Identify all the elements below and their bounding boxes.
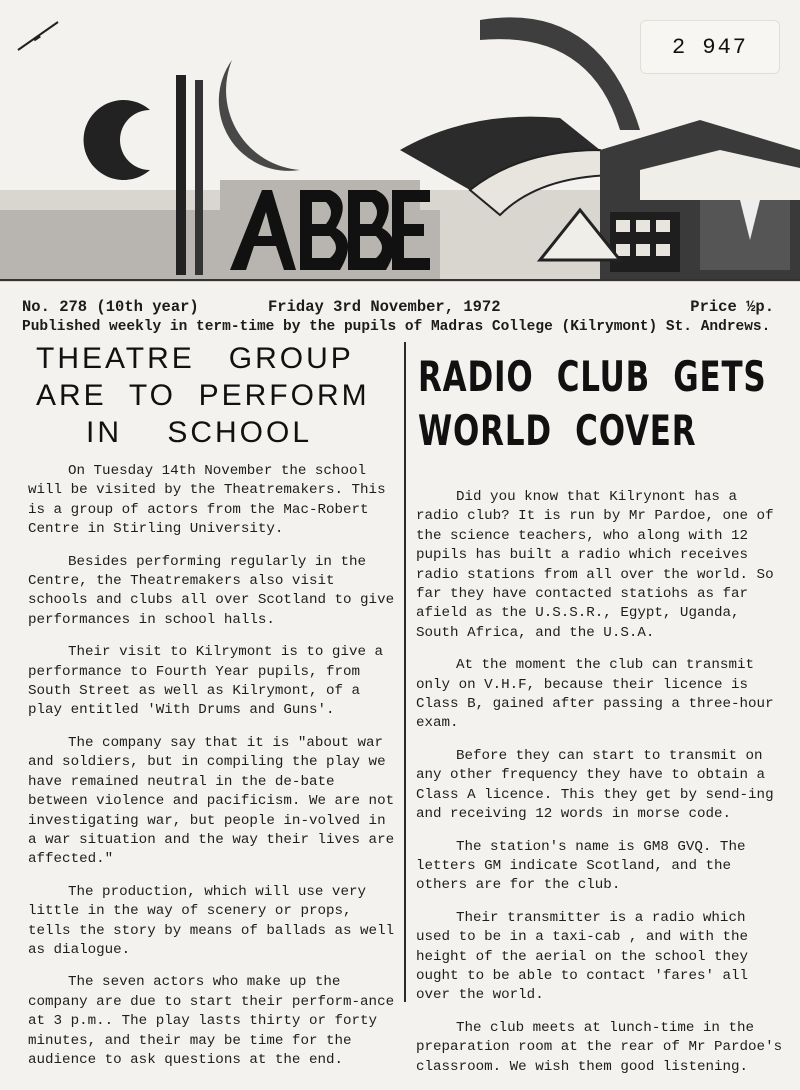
headline-line: ARE TO PERFORM xyxy=(36,379,370,412)
issue-price: Price ½p. xyxy=(690,298,774,316)
theatre-article-body xyxy=(28,462,398,1083)
article-paragraph: Before they can start to transmit on any other frequency they have to obtain a Class A licence. This they get by send-ing and receiving 12 words in morse code. xyxy=(416,747,774,823)
article-paragraph: The seven actors who make up the company are due to start their perform-ance at 3 p.m.. The play lasts thirty or forty minutes, and their may be time for the audience to ask questions at the end. xyxy=(28,974,395,1068)
issue-info xyxy=(22,298,782,320)
headline-line: WORLD COVER xyxy=(418,406,697,455)
article-paragraph: On Tuesday 14th November the school will be visited by the Theatremakers. This is a group of actors from the Mac-Robert Centre in Stirling University. xyxy=(28,463,386,538)
article-paragraph: The club meets at lunch-time in the preparation room at the rear of Mr Pardoe's classroom. We wish them good listening. xyxy=(416,1019,783,1075)
article-paragraph: Did you know that Kilrynont has a radio club? It is run by Mr Pardoe, one of the science teachers, who along with 12 pupils has built a radio which receives radio stations from all over the world. So far they have contacted statiohs as far afield as the U.S.S.R., Egypt, Uganda, South Africa, and the U.S.A. xyxy=(416,489,774,641)
issue-number: No. 278 (10th year) xyxy=(22,298,199,316)
column-divider xyxy=(404,342,406,1002)
article-paragraph: Their transmitter is a radio which used to be in a taxi-cab , and with the height of the aerial on the school they ought to be able to contact 'fares' all over the world. xyxy=(416,909,749,1004)
publication-note: Published weekly in term-time by the pupils of Madras College (Kilrymont) St. Andrews. xyxy=(22,319,771,335)
archive-number-stamp: 2 947 xyxy=(640,20,780,74)
issue-date: Friday 3rd November, 1972 xyxy=(268,298,501,316)
theatre-headline xyxy=(30,340,395,451)
headline-line: THEATRE GROUP xyxy=(36,342,354,375)
headline-line: RADIO CLUB GETS xyxy=(418,352,767,401)
article-paragraph: The station's name is GM8 GVQ. The letters GM indicate Scotland, and the others are for the club. xyxy=(416,838,746,894)
article-paragraph: At the moment the club can transmit only on V.H.F, because their licence is Class B, gained after passing a three-hour exam. xyxy=(416,657,774,732)
radio-club-article-body xyxy=(416,488,786,1090)
headline-line: IN SCHOOL xyxy=(86,416,313,449)
article-paragraph: Their visit to Kilrymont is to give a performance to Fourth Year pupils, from South Street as well as Kilrymont, of a play entitled 'With Drums and Guns'. xyxy=(28,644,384,719)
article-paragraph: The production, which will use very little in the way of scenery or props, tells the story by means of ballads as well as dialogue. xyxy=(28,883,395,958)
radio-club-headline xyxy=(418,350,767,458)
article-paragraph: Besides performing regularly in the Centre, the Theatremakers also visit schools and clubs all over Scotland to give performances in school halls. xyxy=(28,553,395,628)
article-paragraph: The company say that it is "about war and soldiers, but in compiling the play we have remained neutral in the de-bate between violence and pacificism. We are not investigating war, but people in-volved in a war situation and the way their lives are affected." xyxy=(28,734,395,868)
